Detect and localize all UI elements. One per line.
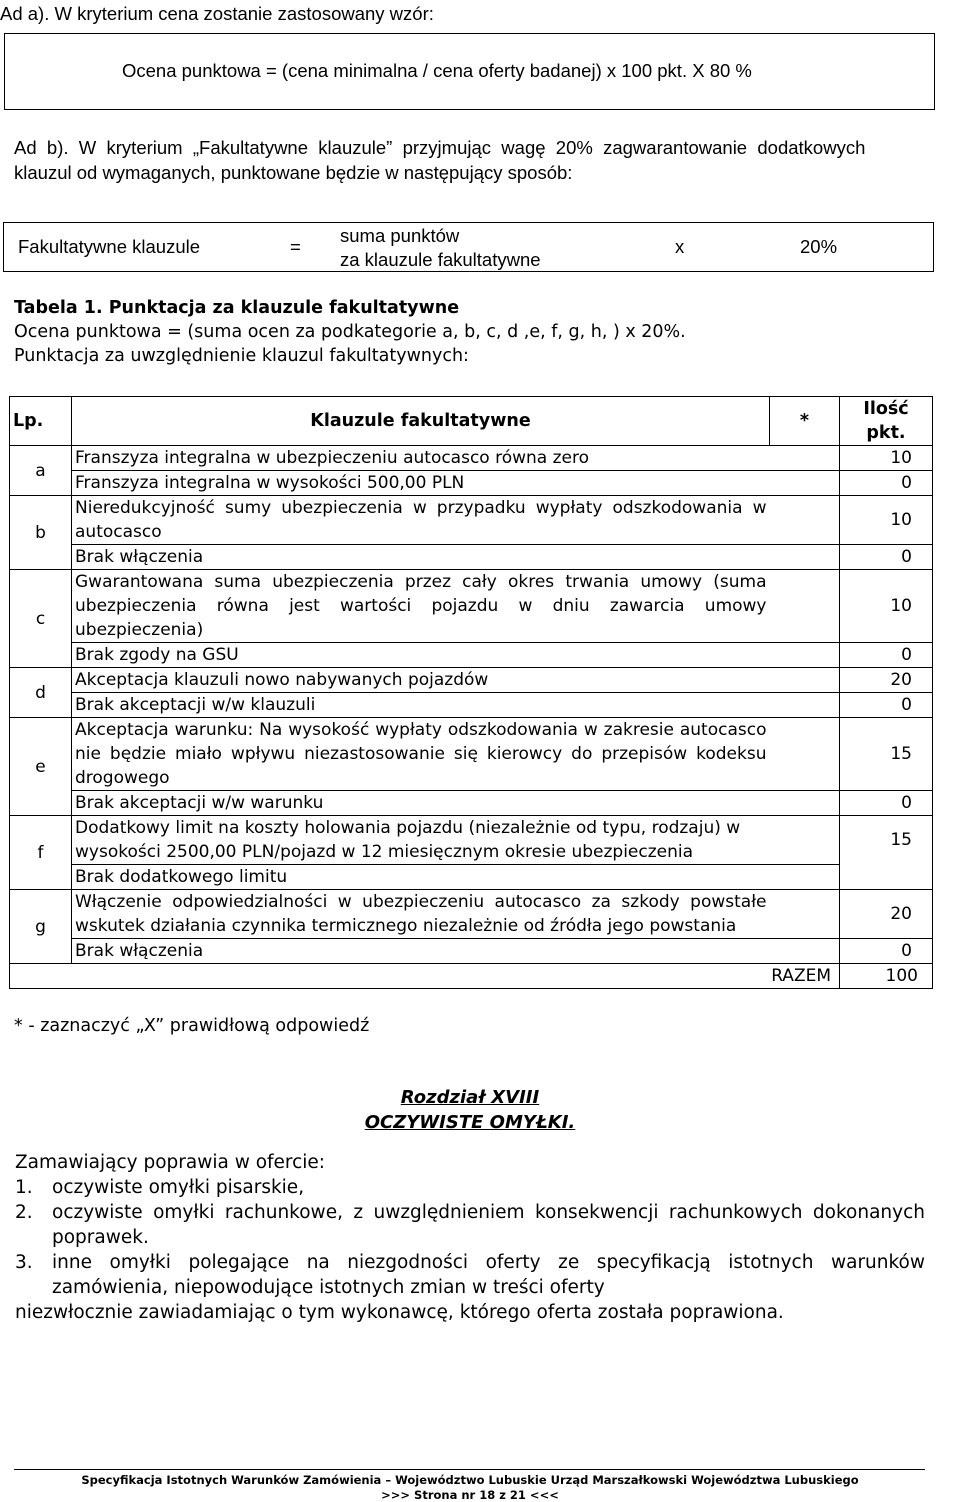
row-mark (770, 643, 840, 668)
row-mark (770, 693, 840, 718)
total-blank (10, 964, 72, 989)
table-row (10, 545, 933, 570)
table-header-row (10, 397, 933, 446)
table-row (10, 939, 933, 964)
corrections-intro: Zamawiający poprawia w ofercie: (15, 1152, 326, 1173)
list-item (15, 1175, 925, 1200)
table-total-row (10, 964, 933, 989)
header-clause: Klauzule fakultatywne (72, 397, 770, 446)
list-item-text: inne omyłki polegające na niezgodności oferty ze specyfikacją istotnych warunków zamówienia, niepowodujące istotnych zmian w treści oferty (52, 1252, 925, 1298)
row-clause: Brak włączenia (72, 545, 770, 570)
table-row (10, 890, 933, 939)
formula-times: x (675, 236, 685, 257)
list-item-number: 1. (15, 1177, 33, 1198)
formula-equals: = (290, 236, 301, 257)
section-a-heading: Ad a). W kryterium cena zostanie zastosowany wzór: (0, 3, 434, 24)
table-row (10, 693, 933, 718)
row-points: 10 (840, 570, 933, 643)
table-title: Tabela 1. Punktacja za klauzule fakultatywne (14, 298, 460, 318)
row-mark (770, 570, 840, 643)
row-mark (770, 496, 840, 545)
row-points: 0 (840, 791, 933, 816)
corrections-section (15, 1150, 925, 1325)
table-row (10, 865, 933, 890)
row-points: 20 (840, 890, 933, 939)
list-item (15, 1200, 925, 1250)
header-points: Ilość pkt. (840, 397, 933, 446)
row-lp: e (10, 718, 72, 816)
footer-title: Specyfikacja Istotnych Warunków Zamówienia – Województwo Lubuskie Urząd Marszałkowski Województwa Lubuskiego (81, 1473, 859, 1487)
row-points: 20 (840, 668, 933, 693)
row-clause: Włączenie odpowiedzialności w ubezpieczeniu autocasco za szkody powstałe wskutek działania czynnika termicznego niezależnie od źródła jego powstania (72, 890, 770, 939)
table-row (10, 668, 933, 693)
page-number: >>> Strona nr 18 z 21 <<< (381, 1488, 559, 1502)
table-row (10, 791, 933, 816)
total-value: 100 (840, 964, 933, 989)
row-mark (770, 816, 840, 865)
row-mark (770, 865, 840, 890)
table-row (10, 446, 933, 471)
formula-numerator: suma punktów (340, 225, 460, 246)
chapter-title: OCZYWISTE OMYŁKI. (364, 1112, 576, 1133)
corrections-outro: niezwłocznie zawiadamiając o tym wykonawcę, którego oferta została poprawiona. (15, 1302, 784, 1323)
footer-divider (14, 1469, 925, 1470)
row-mark (770, 471, 840, 496)
list-item (15, 1250, 925, 1300)
row-points: 0 (840, 471, 933, 496)
header-lp: Lp. (10, 397, 72, 446)
row-points: 0 (840, 545, 933, 570)
row-clause: Gwarantowana suma ubezpieczenia przez cały okres trwania umowy (suma ubezpieczenia równa jest wartości pojazdu w dniu zawarcia umowy ubezpieczenia) (72, 570, 770, 643)
row-points: 15 (840, 718, 933, 791)
table-row (10, 643, 933, 668)
row-lp: d (10, 668, 72, 718)
section-b-line1: Ad b). W kryterium „Fakultatywne klauzule” przyjmując wagę 20% zagwarantowanie dodatkowych (14, 137, 866, 158)
section-b-line2: klauzul od wymaganych, punktowane będzie w następujący sposób: (14, 162, 573, 183)
table-intro-line1: Ocena punktowa = (suma ocen za podkategorie a, b, c, d ,e, f, g, h, ) x 20%. (14, 322, 686, 342)
row-mark (770, 545, 840, 570)
row-points: 0 (840, 693, 933, 718)
row-mark (770, 939, 840, 964)
row-clause: Brak dodatkowego limitu (72, 865, 770, 890)
list-item-text: oczywiste omyłki rachunkowe, z uwzględnieniem konsekwencji rachunkowych dokonanych poprawek. (52, 1202, 925, 1248)
table-row (10, 471, 933, 496)
row-clause: Akceptacja warunku: Na wysokość wypłaty odszkodowania w zakresie autocasco nie będzie miało wpływu niezastosowanie się kierowcy do przepisów kodeksu drogowego (72, 718, 770, 791)
row-clause: Brak akceptacji w/w warunku (72, 791, 770, 816)
header-mark: * (770, 397, 840, 446)
row-clause: Dodatkowy limit na koszty holowania pojazdu (niezależnie od typu, rodzaju) w wysokości 2500,00 PLN/pojazd w 12 miesięcznym okresie ubezpieczenia (72, 816, 770, 865)
list-item-text: oczywiste omyłki pisarskie, (52, 1177, 305, 1198)
row-clause: Franszyza integralna w wysokości 500,00 PLN (72, 471, 770, 496)
row-points: 10 (840, 496, 933, 545)
table-footnote: * - zaznaczyć „X” prawidłową odpowiedź (14, 1016, 370, 1036)
table-row (10, 718, 933, 791)
formula-weight: 20% (800, 236, 838, 257)
row-mark (770, 791, 840, 816)
row-lp: b (10, 496, 72, 570)
row-lp: f (10, 816, 72, 890)
total-label: RAZEM (72, 964, 840, 989)
chapter-number: Rozdział XVIII (400, 1087, 540, 1108)
row-clause: Franszyza integralna w ubezpieczeniu autocasco równa zero (72, 446, 770, 471)
row-points: 0 (840, 643, 933, 668)
row-clause: Brak zgody na GSU (72, 643, 770, 668)
row-mark (770, 890, 840, 939)
table-row (10, 496, 933, 545)
row-clause: Brak akceptacji w/w klauzuli (72, 693, 770, 718)
row-mark (770, 446, 840, 471)
row-points: 15 (840, 816, 933, 890)
row-mark (770, 718, 840, 791)
row-lp: c (10, 570, 72, 668)
row-lp: a (10, 446, 72, 496)
list-item-number: 2. (15, 1202, 33, 1223)
row-mark (770, 668, 840, 693)
row-points: 10 (840, 446, 933, 471)
table-row (10, 570, 933, 643)
row-points: 0 (840, 939, 933, 964)
row-clause: Akceptacja klauzuli nowo nabywanych pojazdów (72, 668, 770, 693)
list-item-number: 3. (15, 1252, 33, 1273)
formula-denominator: za klauzule fakultatywne (340, 249, 541, 270)
clauses-table (9, 396, 933, 989)
table-intro-line2: Punktacja za uwzględnienie klauzul fakultatywnych: (14, 346, 469, 366)
row-clause: Nieredukcyjność sumy ubezpieczenia w przypadku wypłaty odszkodowania w autocasco (72, 496, 770, 545)
row-clause: Brak włączenia (72, 939, 770, 964)
row-lp: g (10, 890, 72, 964)
price-formula: Ocena punktowa = (cena minimalna / cena oferty badanej) x 100 pkt. X 80 % (122, 60, 752, 81)
formula-lhs: Fakultatywne klauzule (18, 236, 201, 257)
table-row (10, 816, 933, 865)
